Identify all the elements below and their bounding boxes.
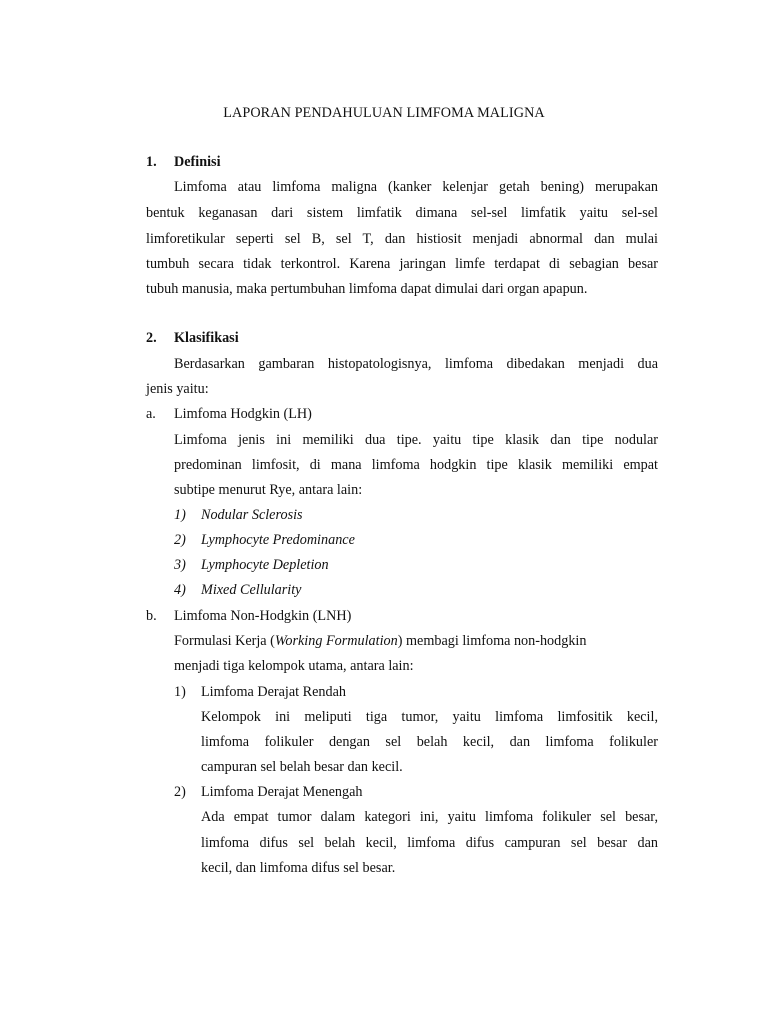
sub-item-line: limfoma difus sel belah kecil, limfoma difus campuran sel besar dan — [201, 835, 658, 851]
list-item-text: Mixed Cellularity — [201, 582, 302, 598]
subsection-a-line: Limfoma jenis ini memiliki dua tipe. yaitu tipe klasik dan tipe nodular — [174, 432, 658, 448]
section-2-heading: Klasifikasi — [174, 330, 239, 346]
sub-item-line: campuran sel belah besar dan kecil. — [201, 759, 403, 775]
list-item-number: 4) — [174, 582, 186, 598]
section-2-intro-line: jenis yaitu: — [146, 381, 209, 397]
section-1-line: tumbuh secara tidak terkontrol. Karena jaringan limfe terdapat di sebagian besar — [146, 256, 658, 272]
sub-item-title: Limfoma Derajat Menengah — [201, 784, 363, 800]
list-item-text: Lymphocyte Depletion — [201, 557, 329, 573]
sub-item-title: Limfoma Derajat Rendah — [201, 684, 346, 700]
subsection-a-line: predominan limfosit, di mana limfoma hodgkin tipe klasik memiliki empat — [174, 457, 658, 473]
line-segment-post: ) membagi limfoma non-hodgkin — [397, 633, 587, 649]
section-1-line: bentuk keganasan dari sistem limfatik dimana sel-sel limfatik yaitu sel-sel — [146, 205, 658, 221]
sub-item-line: Ada empat tumor dalam kategori ini, yaitu limfoma folikuler sel besar, — [201, 809, 658, 825]
subsection-a-marker: a. — [146, 406, 156, 422]
line-segment-pre: Formulasi Kerja ( — [174, 633, 275, 649]
section-1-line: tubuh manusia, maka pertumbuhan limfoma dapat dimulai dari organ apapun. — [146, 281, 588, 297]
sub-item-line: limfoma folikuler dengan sel belah kecil, dan limfoma folikuler — [201, 734, 658, 750]
section-2-intro-line: Berdasarkan gambaran histopatologisnya, limfoma dibedakan menjadi dua — [174, 356, 658, 372]
subsection-a-title: Limfoma Hodgkin (LH) — [174, 406, 312, 422]
section-1-line: limforetikular seperti sel B, sel T, dan histiosit menjadi abnormal dan mulai — [146, 231, 658, 247]
section-1-line: Limfoma atau limfoma maligna (kanker kelenjar getah bening) merupakan — [174, 179, 658, 195]
subsection-a-line: subtipe menurut Rye, antara lain: — [174, 482, 363, 498]
list-item-number: 2) — [174, 532, 186, 548]
line-segment — [174, 632, 586, 650]
subsection-b-line-2: menjadi tiga kelompok utama, antara lain: — [174, 658, 414, 674]
list-item-number: 1) — [174, 507, 186, 523]
sub-item-line: Kelompok ini meliputi tiga tumor, yaitu limfoma limfositik kecil, — [201, 709, 658, 725]
working-formulation-term: Working Formulation — [274, 633, 398, 649]
document-title: LAPORAN PENDAHULUAN LIMFOMA MALIGNA — [223, 105, 545, 121]
list-item-text: Lymphocyte Predominance — [201, 532, 355, 548]
subsection-b-title: Limfoma Non-Hodgkin (LNH) — [174, 608, 352, 624]
sub-item-line: kecil, dan limfoma difus sel besar. — [201, 860, 396, 876]
sub-item-number: 1) — [174, 684, 186, 700]
section-1-heading: Definisi — [174, 154, 221, 170]
sub-item-number: 2) — [174, 784, 186, 800]
section-2-number: 2. — [146, 330, 157, 346]
subsection-b-marker: b. — [146, 608, 157, 624]
subsection-b-line-1 — [174, 632, 658, 650]
list-item-text: Nodular Sclerosis — [201, 507, 303, 523]
list-item-number: 3) — [174, 557, 186, 573]
section-1-number: 1. — [146, 154, 157, 170]
